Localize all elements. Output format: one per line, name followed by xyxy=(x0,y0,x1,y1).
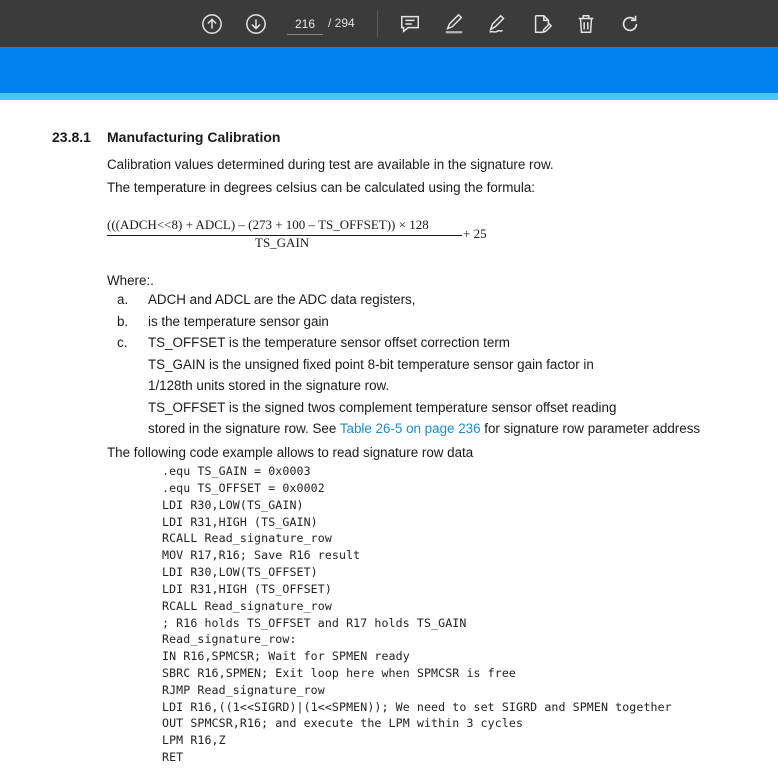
list-marker: c. xyxy=(117,335,128,350)
page-header-strip xyxy=(0,93,778,100)
code-line: LDI R31,HIGH (TS_OFFSET) xyxy=(162,582,332,596)
code-line: LDI R31,HIGH (TS_GAIN) xyxy=(162,515,318,529)
list-marker: b. xyxy=(117,314,129,329)
code-line: .equ TS_OFFSET = 0x0002 xyxy=(162,481,325,495)
intro-line: The temperature in degrees celsius can be calculated using the formula: xyxy=(107,180,535,195)
formula-suffix: + 25 xyxy=(463,226,487,241)
code-line: LPM R16,Z xyxy=(162,733,226,747)
note-text: for signature row parameter address xyxy=(480,421,701,436)
highlight-icon[interactable] xyxy=(442,12,466,36)
list-item: TS_OFFSET is the temperature sensor offset correction term xyxy=(148,335,510,350)
list-item: ADCH and ADCL are the ADC data registers, xyxy=(148,292,416,307)
code-line: ; R16 holds TS_OFFSET and R17 holds TS_GAIN xyxy=(162,616,467,630)
code-line: IN R16,SPMCSR; Wait for SPMEN ready xyxy=(162,649,410,663)
page-total: / 294 xyxy=(328,16,355,30)
toolbar-divider xyxy=(377,10,378,37)
where-label: Where:. xyxy=(107,273,154,288)
code-line: .equ TS_GAIN = 0x0003 xyxy=(162,464,311,478)
page-number-input[interactable] xyxy=(287,13,323,35)
code-line: MOV R17,R16; Save R16 result xyxy=(162,548,361,562)
arrow-up-icon[interactable] xyxy=(200,12,224,36)
code-line: LDI R30,LOW(TS_OFFSET) xyxy=(162,565,318,579)
list-item: is the temperature sensor gain xyxy=(148,314,329,329)
code-intro: The following code example allows to read signature row data xyxy=(107,445,474,460)
intro-line: Calibration values determined during test are available in the signature row. xyxy=(107,157,554,172)
redo-icon[interactable] xyxy=(618,12,642,36)
code-line: LDI R30,LOW(TS_GAIN) xyxy=(162,498,304,512)
page-header-banner xyxy=(0,47,778,93)
note-text: stored in the signature row. See xyxy=(148,421,340,436)
code-line: RET xyxy=(162,750,184,764)
section-number: 23.8.1 xyxy=(52,129,91,145)
code-line: RCALL Read_signature_row xyxy=(162,531,332,545)
section-title: Manufacturing Calibration xyxy=(107,129,281,145)
code-line: SBRC R16,SPMEN; Exit loop here when SPMCSR is free xyxy=(162,666,517,680)
formula-numerator: (((ADCH<<8) + ADCL) – (273 + 100 – TS_OFFSET)) × 128 xyxy=(107,217,429,232)
list-marker: a. xyxy=(117,292,129,307)
draw-icon[interactable] xyxy=(486,12,510,36)
note-line: 1/128th units stored in the signature row. xyxy=(148,378,390,393)
formula-denominator: TS_GAIN xyxy=(255,235,310,250)
code-line: RJMP Read_signature_row xyxy=(162,683,325,697)
pdf-toolbar xyxy=(0,0,778,47)
note-line-with-link xyxy=(148,421,700,436)
code-line: OUT SPMCSR,R16; and execute the LPM within 3 cycles xyxy=(162,716,524,730)
table-reference-link[interactable]: Table 26-5 on page 236 xyxy=(339,421,481,436)
code-line: RCALL Read_signature_row xyxy=(162,599,332,613)
code-line: Read_signature_row: xyxy=(162,632,297,646)
arrow-down-icon[interactable] xyxy=(244,12,268,36)
note-line: TS_OFFSET is the signed twos complement temperature sensor offset reading xyxy=(148,400,617,415)
comment-icon[interactable] xyxy=(398,12,422,36)
trash-icon[interactable] xyxy=(574,12,598,36)
code-line: LDI R16,((1<<SIGRD)|(1<<SPMEN)); We need to set SIGRD and SPMEN together xyxy=(162,700,672,714)
edit-form-icon[interactable] xyxy=(530,12,554,36)
note-line: TS_GAIN is the unsigned fixed point 8-bit temperature sensor gain factor in xyxy=(148,357,594,372)
